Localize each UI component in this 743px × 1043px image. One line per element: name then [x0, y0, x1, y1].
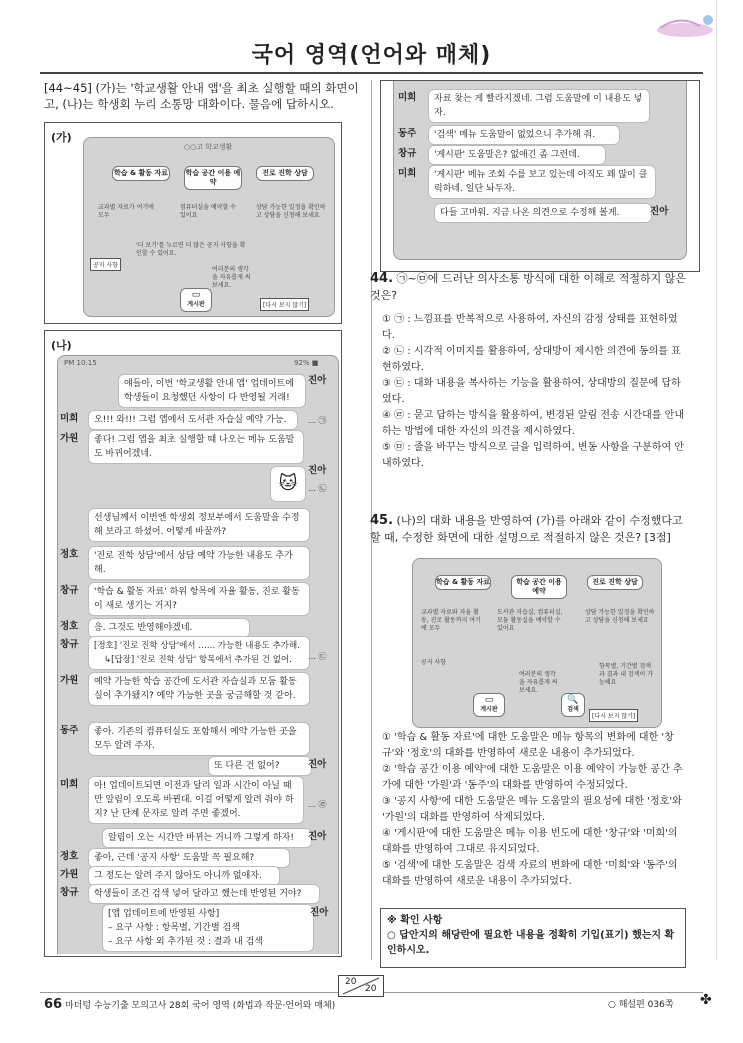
- chat-bubble: 오!!! 와!!! 그럼 앱에서 도서관 자습실 예약 가능.: [88, 410, 298, 430]
- chat-bubble: 응. 그것도 반영해야겠네.: [88, 618, 250, 638]
- chat-bubble: 아! 업데이트되면 이전과 달리 일과 시간이 아닐 때만 알림이 오도록 바뀐대. 이걸 어떻게 알려 줘야 하지? 난 단계 문자로 알려 주면 좋겠어.: [88, 776, 304, 824]
- chat-bubble: 선생님께서 이번엔 학생회 정보부에서 도움말을 수정해 보라고 하셨어. 어떻게 바꿀까?: [88, 508, 310, 542]
- q45-desc-career: 상담 가능한 일정을 확인하고 상담을 신청해 보세요: [585, 609, 655, 624]
- q44-option-5[interactable]: ⑤ ㉤ : 줄을 바꾸는 방식으로 글을 입력하여, 변동 사항을 구분하여 안내하였다.: [382, 442, 684, 469]
- chat-bubble-quote: [88, 636, 310, 670]
- board-icon: ▭: [484, 695, 494, 705]
- ga-board-desc: 여러분의 생각을 자유롭게 써 보세요.: [212, 266, 251, 289]
- ga-desc-study: 교과별 자료가 여기에 모두: [98, 204, 154, 219]
- chat-speaker: 정호: [60, 851, 79, 862]
- q45-number: 45.: [370, 513, 394, 528]
- na-status-time: PM 10:15: [64, 359, 97, 367]
- chat-bubble: 예약 가능한 학습 공간에 도서관 자습실과 모둠 활동실이 추가됐지? 예약 가능한 곳을 궁금해할 것 같아.: [88, 672, 310, 706]
- na-chat-screen: [57, 355, 339, 954]
- q45-menu-career-counsel[interactable]: 진로 진학 상담: [587, 575, 643, 590]
- chat-speaker: 동주: [398, 128, 417, 139]
- chat-speaker: 창규: [60, 639, 79, 650]
- board-icon: ▭: [191, 290, 201, 300]
- q45-option-5[interactable]: ⑤ '검색'에 대한 도움말은 검색 자료의 변화에 대한 '미희'와 '동주'의 대화를 반영하여 새로운 내용이 추가되었다.: [382, 860, 678, 887]
- clover-icon: ✤: [700, 992, 712, 1008]
- chat-speaker: 미희: [398, 92, 417, 103]
- reply-text: ↳[답장] '진로 진학 상담' 항목에서 추가된 건 없어.: [104, 655, 292, 665]
- q45-option-4[interactable]: ④ '게시판'에 대한 도움말은 메뉴 이용 빈도에 대한 '창규'와 '미희'의 대화를 반영하여 그대로 유지되었다.: [382, 828, 678, 855]
- ga-tablet-screen: [83, 137, 335, 317]
- notice-title: ※ 확인 사항: [387, 915, 443, 926]
- footer-left: [44, 997, 335, 1012]
- chat-speaker: 진아: [308, 465, 327, 476]
- search-icon: 🔍: [567, 695, 579, 705]
- q45-board-button[interactable]: ▭ 게시판: [473, 693, 505, 717]
- chat-bubble: 자료 찾는 게 빨라지겠네. 그럼 도움말에 이 내용도 넣자.: [428, 89, 650, 123]
- chat-mark: … ㉠: [308, 416, 327, 425]
- q45-notice-text: 공지 사항: [421, 659, 447, 666]
- page-title: 국어 영역(언어와 매체): [251, 43, 492, 68]
- chat-bubble: 좋아. 기존의 컴퓨터실도 포함해서 예약 가능한 곳을 모두 알려 주자.: [88, 722, 310, 756]
- q45-dont-show-button[interactable]: [다시 보지 않기]: [589, 709, 638, 722]
- chat-speaker: 미희: [60, 413, 79, 424]
- chat-speaker: 창규: [398, 148, 417, 159]
- chat-bubble: 학생들이 조건 검색 넣어 달라고 했는데 반영된 거야?: [88, 884, 320, 904]
- q44-options: [382, 312, 686, 472]
- chat-speaker: 가원: [60, 433, 79, 444]
- chat-speaker: 정호: [60, 549, 79, 560]
- q45-stem: (나)의 대화 내용을 반영하여 (가)를 아래와 같이 수정했다고 할 때, 수정한 화면에 대한 설명으로 적절하지 않은 것은? [3점]: [370, 514, 683, 544]
- q45-revised-screen: [412, 558, 662, 728]
- chat-speaker: 동주: [60, 725, 79, 736]
- q45-desc-space: 도서관 자습실, 컴퓨터실, 모둠 활동실을 예약할 수 있어요: [497, 609, 563, 632]
- ga-menu-space-reservation[interactable]: 학습 공간 이용 예약: [184, 166, 242, 190]
- ga-dont-show-button[interactable]: [다시 보지 않기]: [260, 298, 309, 311]
- q45-menu-space-reservation[interactable]: 학습 공간 이용 예약: [511, 575, 567, 599]
- chat-speaker: 진아: [650, 206, 669, 217]
- chat-bubble: 좋아, 근데 '공지 사항' 도움말 꼭 필요해?: [88, 848, 290, 868]
- chat-bubble: 얘들아, 이번 '학교생활 안내 앱' 업데이트에 학생들이 요청했던 사항이 다 반영될 거래!: [118, 374, 306, 408]
- chat-speaker: 미희: [60, 779, 79, 790]
- q45-option-1[interactable]: ① '학습 & 활동 자료'에 대한 도움말은 메뉴 항목의 변화에 대한 '창규'와 '정호'의 대화를 반영하여 새로운 내용이 추가되었다.: [382, 732, 674, 759]
- chat-mark: … ㉣: [308, 800, 327, 809]
- ga-label: (가): [51, 131, 72, 144]
- quoted-text: [정호] '진로 진학 상담'에서 …… 가능한 내용도 추가해.: [94, 641, 300, 651]
- cat-sticker-icon: 🐱: [270, 466, 306, 502]
- chat-speaker: 창규: [60, 585, 79, 596]
- ga-desc-space: 컴퓨터실을 예약할 수 있어요: [180, 204, 236, 219]
- chat-speaker: 진아: [310, 907, 329, 918]
- page-current: 20: [345, 977, 357, 987]
- chat-speaker: 진아: [308, 375, 327, 386]
- q45-menu-study-materials[interactable]: 학습 & 활동 자료: [435, 575, 491, 590]
- page-counter: [338, 975, 384, 997]
- passage-instruction: [44~45] (가)는 '학교생활 안내 앱'을 최초 실행할 때의 화면이고, (나)는 학생회 누리 소통망 대화이다. 물음에 답하시오.: [44, 81, 359, 111]
- ga-menu-career-counsel[interactable]: 진로 진학 상담: [256, 166, 314, 181]
- chat-bubble: '검색' 메뉴 도움말이 없었으니 추가해 줘.: [428, 125, 620, 145]
- page-total: 20: [365, 984, 377, 994]
- chat-bubble: 좋다! 그럼 앱을 최초 실행할 때 나오는 메뉴 도움말도 바뀌어겠네.: [88, 430, 304, 464]
- q45-search-button[interactable]: 🔍 검색: [561, 693, 585, 717]
- chat-bubble: 알림이 오는 시간만 바뀌는 거니까 그렇게 하자!: [102, 828, 312, 848]
- ga-menu-study-materials[interactable]: 학습 & 활동 자료: [112, 166, 170, 181]
- chat-speaker: 진아: [308, 831, 327, 842]
- ga-desc-career: 상담 가능한 일정을 확인하고 상담을 신청해 보세요: [256, 204, 326, 219]
- chat-speaker: 진아: [308, 759, 327, 770]
- na-chat-screen-continued: [393, 81, 687, 260]
- na-status-battery: 92% ■: [294, 359, 319, 367]
- passage-ga: [44, 122, 342, 324]
- q45-search-desc: 항목별, 기간별 검색과 결과 내 검색이 가능해요: [599, 663, 653, 686]
- q44-stem: ㉠~㉤에 드러난 의사소통 방식에 대한 이해로 적절하지 않은 것은?: [370, 272, 686, 302]
- q44-option-3[interactable]: ③ ㉢ : 대화 내용을 복사하는 기능을 활용하여, 상대방의 질문에 답하였다.: [382, 378, 681, 405]
- chat-speaker: 가원: [60, 675, 79, 686]
- question-44: [370, 270, 688, 304]
- footer-answer-ref: ○ 해설편 036쪽: [608, 1000, 674, 1010]
- q44-option-1[interactable]: ① ㉠ : 느낌표를 반복적으로 사용하여, 자신의 감정 상태를 표현하였다.: [382, 314, 678, 341]
- na-label: (나): [51, 339, 72, 352]
- notice-text: ○ 답안지의 해당란에 필요한 내용을 정확히 기입(표기) 했는지 확인하시오.: [387, 930, 675, 956]
- q45-option-2[interactable]: ② '학습 공간 이용 예약'에 대한 도움말은 이용 예약이 가능한 공간 추가에 대한 '가원'과 '동주'의 대화를 반영하여 수정되었다.: [382, 764, 683, 791]
- chat-bubble: '게시판' 메뉴 조회 수를 보고 있는데 아직도 꽤 많이 클릭하네. 일단 놔두자.: [428, 165, 656, 199]
- ga-notice-button[interactable]: 공지 사항: [90, 258, 121, 271]
- question-45: [370, 512, 688, 546]
- ga-app-title: ○○고 학교생활: [184, 143, 233, 151]
- q45-options: [382, 730, 686, 890]
- chat-bubble: '진로 진학 상담'에서 상담 예약 가능한 내용도 추가해.: [88, 546, 310, 580]
- passage-na-continued: [380, 80, 700, 272]
- chat-bubble: '학습 & 활동 자료' 하위 항목에 자율 활동, 진로 활동이 새로 생기는 거지?: [88, 582, 310, 616]
- q45-desc-study: 교과별 자료와 자율 활동, 진로 활동까지 여기에 모두: [421, 609, 481, 632]
- chat-bubble: '게시판' 도움말은? 없애긴 좀 그런데.: [428, 145, 606, 165]
- lamp-decoration-icon: [640, 6, 720, 42]
- q45-board-desc: 여러분의 생각을 자유롭게 써 보세요.: [519, 671, 558, 694]
- q44-option-4[interactable]: ④ ㉣ : 묻고 답하는 방식을 활용하여, 변경된 알림 전송 시간대를 안내하는 방법에 대한 자신의 의견을 제시하였다.: [382, 410, 684, 437]
- footer-page-number: 66: [44, 997, 63, 1012]
- passage-na: [44, 330, 342, 957]
- chat-speaker: 창규: [60, 887, 79, 898]
- confirmation-notice: [380, 908, 686, 968]
- q44-option-2[interactable]: ② ㉡ : 시각적 이미지를 활용하여, 상대방이 제시한 의견에 동의를 표현하였다.: [382, 346, 681, 373]
- q45-option-3[interactable]: ③ '공지 사항'에 대한 도움말은 메뉴 도움말의 필요성에 대한 '정호'와 '가원'의 대화를 반영하여 삭제되었다.: [382, 796, 682, 823]
- q44-number: 44.: [370, 271, 394, 286]
- title-divider: [40, 72, 703, 74]
- chat-mark: … ㉡: [308, 484, 327, 493]
- ga-notice-desc: '더 보기'를 누르면 더 많은 공지 사항을 확인할 수 있어요.: [136, 242, 246, 257]
- chat-bubble: 그 정도는 알려 주지 않아도 아니까 없애자.: [88, 866, 280, 886]
- chat-speaker: 정호: [60, 621, 79, 632]
- chat-speaker: 미희: [398, 168, 417, 179]
- chat-bubble: [앱 업데이트에 반영된 사항] – 요구 사항 : 항목별, 기간별 검색 – 요구 사항 외 추가된 것 : 결과 내 검색: [102, 904, 314, 952]
- chat-bubble: 또 다른 건 없어?: [208, 756, 312, 776]
- chat-bubble: 다들 고마워. 지금 나온 의견으로 수정해 볼게.: [434, 203, 652, 223]
- footer-source: 마더텅 수능기출 모의고사 28회 국어 영역 (화법과 작문·언어와 매체): [64, 1001, 336, 1011]
- ga-board-button[interactable]: ▭ 게시판: [180, 288, 212, 312]
- margin-line: [716, 0, 717, 960]
- chat-mark: … ㉢: [308, 652, 327, 661]
- chat-speaker: 가원: [60, 869, 79, 880]
